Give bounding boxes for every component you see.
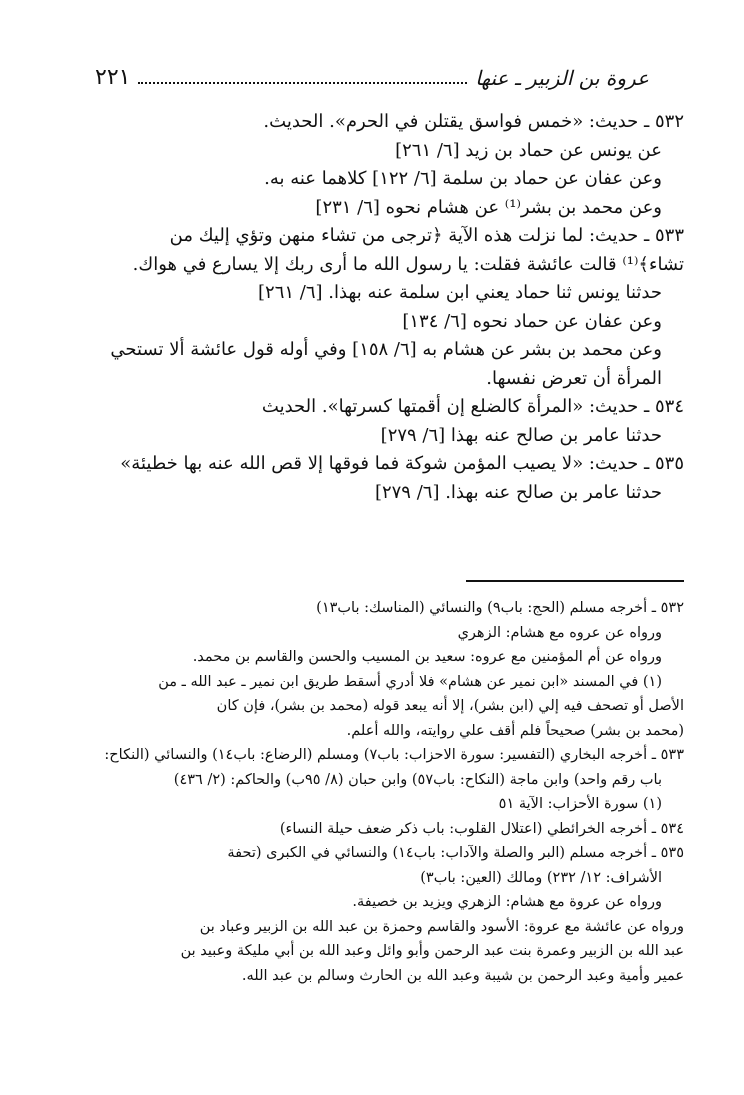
text-line: وعن محمد بن بشر عن هشام به [٦/ ١٥٨] وفي أوله قول عائشة ألا تستحي [110,339,662,360]
text-line: ٥٣٤ ـ حديث: «المرأة كالضلع إن أقمتها كسرتها». الحديث [261,396,684,417]
footnote-line: (١) سورة الأحزاب: الآية ٥١ [498,796,662,812]
text-line: ٥٣٣ ـ حديث: لما نزلت هذه الآية ﴿ترجى من تشاء منهن وتؤي إليك من [169,225,684,246]
footnote-line: ٥٣٣ ـ أخرجه البخاري (التفسير: سورة الاحزاب: باب٧) ومسلم (الرضاع: باب١٤) والنسائي (النكاح: [104,747,684,763]
text-line: وعن محمد بن بشر⁽¹⁾ عن هشام نحوه [٦/ ٢٣١] [315,196,662,218]
running-header [95,60,649,92]
footnotes [60,596,684,988]
footnote-line: باب رقم واحد) وابن ماجة (النكاح: باب٥٧) وابن حبان (٨/ ٩٥ب) والحاكم: (٢/ ٤٣٦) [173,771,662,788]
text-line: ٥٣٢ ـ حديث: «خمس فواسق يقتلن في الحرم». الحديث. [263,111,684,132]
footnote-line: ورواه عن عروه مع هشام: الزهري [457,624,662,641]
header-dotted-leader [138,82,467,84]
footnote-line: (محمد بن بشر) صحيحاً فلم أقف علي روايته، والله أعلم. [346,722,684,739]
text-line: حدثنا يونس ثنا حماد يعني ابن سلمة عنه بهذا. [٦/ ٢٦١] [258,282,662,303]
footnote-separator [466,580,684,582]
text-line: تشاء﴾⁽¹⁾ قالت عائشة فقلت: يا رسول الله ما أرى ربك إلا يسارع في هواك. [132,253,684,275]
footnote-line: ورواه عن عروة مع هشام: الزهري ويزيد بن خصيفة. [352,894,662,910]
text-line: عن يونس عن حماد بن زيد [٦/ ٢٦١] [395,139,662,161]
footnote-line: ورواه عن أم المؤمنين مع عروه: سعيد بن المسيب والحسن والقاسم بن محمد. [192,649,662,665]
text-line: وعن عفان عن حماد بن سلمة [٦/ ١٢٢] كلاهما عنه به. [264,168,662,189]
footnote-line: الأشراف: ١٢/ ٢٣٢) ومالك (العين: باب٣) [420,869,662,886]
text-line: ٥٣٥ ـ حديث: «لا يصيب المؤمن شوكة فما فوقها إلا قص الله عنه بها خطيئة» [120,453,684,474]
footnote-line: عبد الله بن الزبير وعمرة بنت عبد الرحمن وأبو وائل وعبد الله بن أبي مليكة وعبيد بن [180,943,684,959]
footnote-line: ٥٣٤ ـ أخرجه الخرائطي (اعتلال القلوب: باب ذكر ضعف حيلة النساء) [279,820,684,837]
footnote-line: عمير وأمية وعبد الرحمن بن شيبة وعبد الله بن الحارث وسالم بن عبد الله. [241,967,684,984]
footnote-line: (١) في المسند «ابن نمير عن هشام» فلا أدري أسقط طريق ابن نمير ـ عبد الله ـ من [158,673,662,690]
footnote-line: ٥٣٥ ـ أخرجه مسلم (البر والصلة والآداب: باب١٤) والنسائي في الكبرى (تحفة [227,845,684,861]
footnote-line: الأصل أو تصحف فيه إلي (ابن بشر)، إلا أنه يبعد قوله (محمد بن بشر)، فإن كان [216,698,684,714]
text-line: المرأة أن تعرض نفسها. [486,367,662,389]
text-line: حدثنا عامر بن صالح عنه بهذا. [٦/ ٢٧٩] [374,481,662,503]
footnote-line: ورواه عن عائشة مع عروة: الأسود والقاسم وحمزة بن عبد الله بن الزبير وعباد بن [199,918,684,935]
text-line: وعن عفان عن حماد نحوه [٦/ ١٣٤] [402,310,662,332]
footnote-line: ٥٣٢ ـ أخرجه مسلم (الحج: باب٩) والنسائي (المناسك: باب١٣) [316,600,684,616]
main-text [62,108,684,507]
text-line: حدثنا عامر بن صالح عنه بهذا [٦/ ٢٧٩] [380,424,662,446]
page-number: ٢٢١ [95,65,131,90]
running-title: عروة بن الزبير ـ عنها [475,66,649,90]
